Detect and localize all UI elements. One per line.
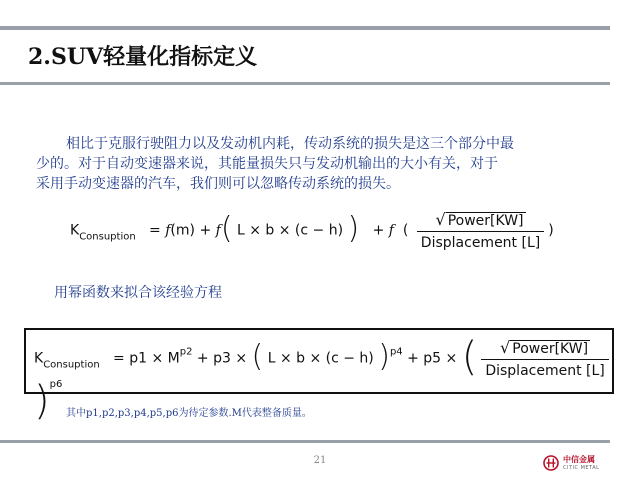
logo-text-cn: 中信金属 — [563, 455, 595, 464]
numerator: Power[KW] — [512, 341, 589, 357]
function-f: f — [215, 222, 221, 239]
section-heading: 用幂函数来拟合该经验方程 — [54, 285, 222, 301]
paren-open: ( — [251, 338, 264, 374]
parameter-note: 其中p1,p2,p3,p4,p5,p6为待定参数.M代表整备质量。 — [66, 408, 312, 419]
k-symbol: K — [70, 222, 80, 239]
citic-metal-logo — [543, 454, 625, 474]
equals-sign: = — [149, 222, 161, 239]
exponent-p6: p6 — [49, 379, 63, 390]
intro-paragraph — [36, 134, 606, 194]
k-subscript: Consuption — [79, 231, 136, 243]
dimension-term: L × b × (c − h) — [236, 222, 344, 239]
dimension-term: L × b × (c − h) — [267, 350, 374, 367]
logo-text-en: CITIC METAL — [563, 465, 600, 471]
paren-close: ) — [347, 210, 360, 246]
small-paren-close: ) — [548, 222, 554, 239]
small-paren-open: ( — [402, 222, 409, 239]
function-f: f — [165, 222, 171, 239]
term-1: = p1 × M — [113, 350, 180, 367]
paragraph-line-2: 少的。对于自动变速器来说，其能量损失只与发动机输出的大小有关，对于 — [36, 156, 498, 172]
bottom-rule — [0, 440, 610, 443]
top-rule — [0, 26, 610, 30]
denominator: Displacement [L] — [485, 363, 605, 379]
exponent-p2: p2 — [179, 346, 193, 358]
numerator: Power[KW] — [447, 213, 524, 229]
k-symbol: K — [34, 350, 44, 367]
sqrt-icon: √ — [435, 210, 446, 229]
function-f: f — [388, 222, 394, 239]
page-number: 21 — [313, 455, 327, 466]
equation-1 — [70, 210, 554, 251]
sqrt-icon: √ — [500, 338, 511, 357]
term-3: + p5 × — [407, 350, 458, 367]
big-paren-close: ) — [34, 378, 50, 424]
denominator: Displacement [L] — [420, 235, 541, 251]
paragraph-line-1: 相比于克服行驶阻力以及发动机内耗，传动系统的损失是这三个部分中最 — [66, 136, 514, 152]
paren-open: ( — [220, 210, 233, 246]
title-rule — [0, 82, 610, 85]
paren-close: ) — [378, 338, 390, 374]
big-paren-open: ( — [461, 333, 478, 380]
slide-title: 2.SUV轻量化指标定义 — [28, 44, 258, 70]
power-fraction — [417, 210, 544, 251]
exponent-p4: p4 — [389, 346, 403, 358]
logo-mark-icon — [543, 455, 559, 471]
plus-sign: + — [372, 222, 385, 239]
plus-sign: + — [199, 222, 212, 239]
power-fraction — [481, 338, 608, 379]
mass-arg: (m) — [170, 222, 195, 239]
paragraph-line-3: 采用手动变速器的汽车，我们则可以忽略传动系统的损失。 — [36, 176, 400, 192]
term-2: + p3 × — [196, 350, 248, 367]
k-subscript: Consuption — [43, 359, 100, 371]
